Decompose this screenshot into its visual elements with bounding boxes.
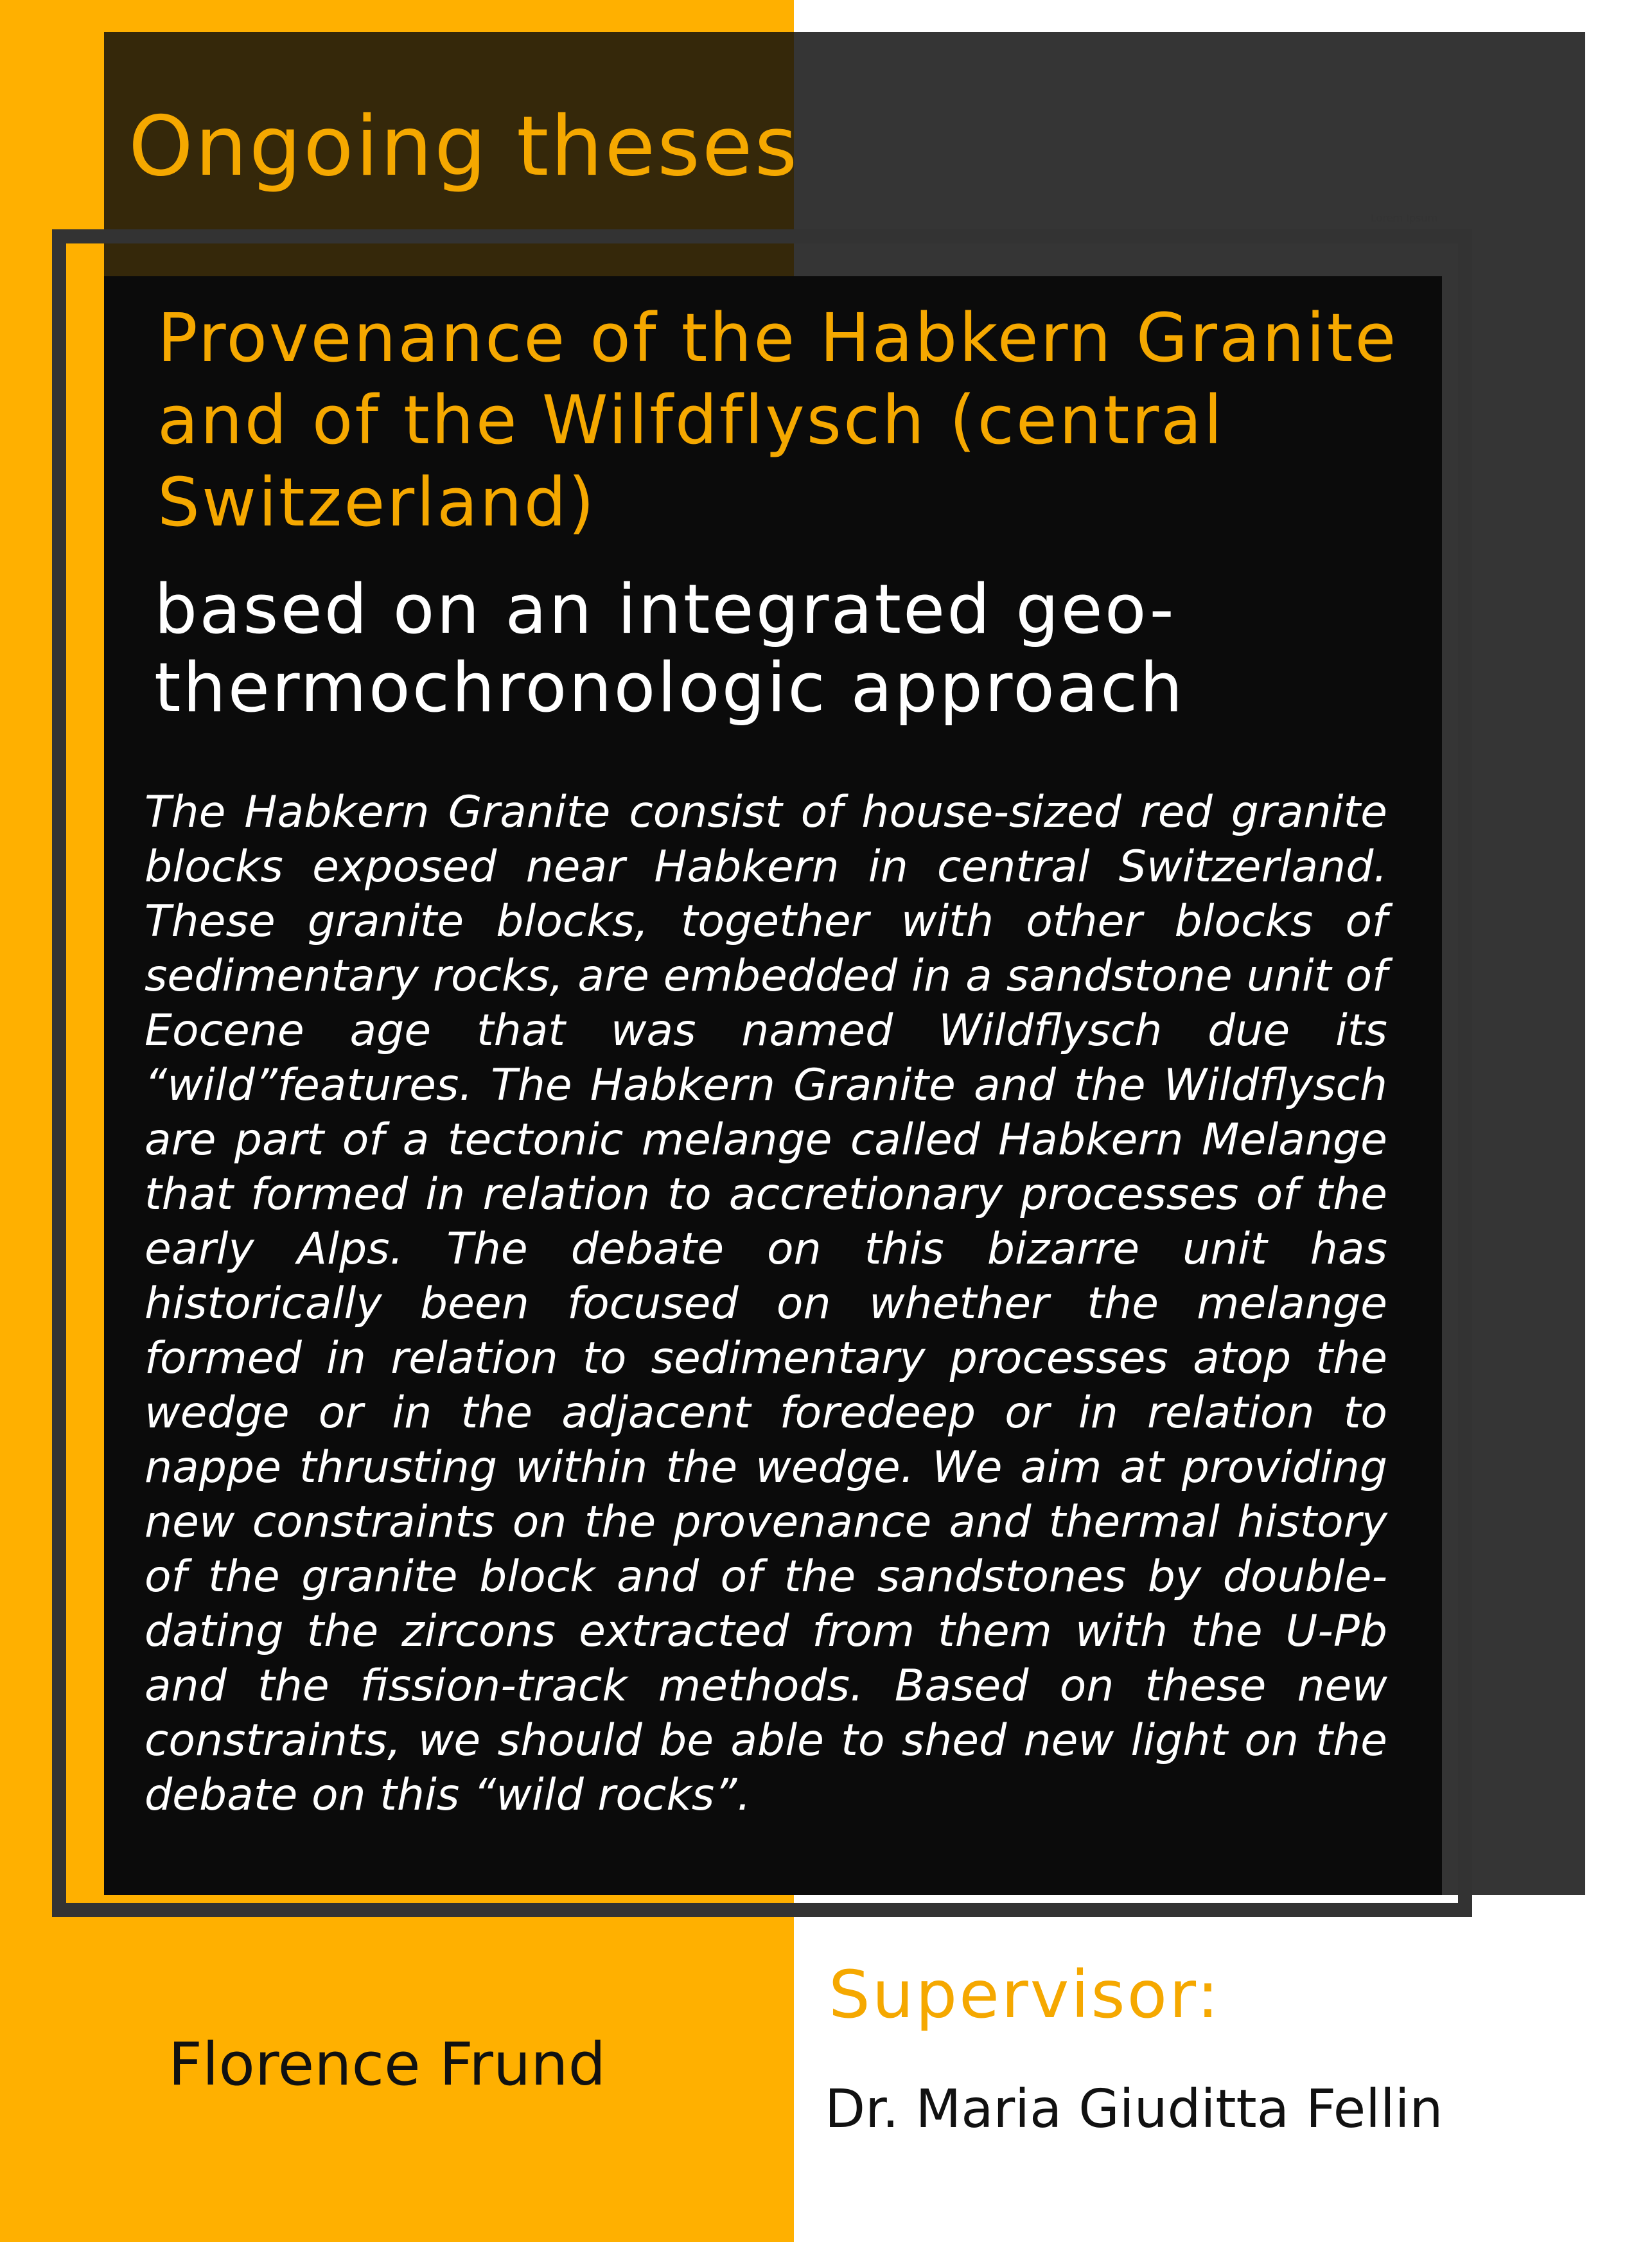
small-caption: Lorem Ipsum (1371, 212, 1438, 224)
supervisor-name: Dr. Maria Giuditta Fellin (825, 2079, 1443, 2140)
section-heading: Ongoing theses (128, 99, 800, 195)
student-name: Florence Frund (168, 2030, 606, 2099)
supervisor-label: Supervisor: (829, 1957, 1221, 2033)
thesis-title: Provenance of the Habkern Granite and of the Wilfdflysch (central Switzerland) (157, 299, 1398, 542)
thesis-abstract: The Habkern Granite consist of house-sized red granite blocks exposed near Habkern in central Switzerland. These granite blocks, together with other blocks of sedimentary rocks, are embedded in a sandstone unit of Eocene age that was named Wildflysch due its “wild”features. The Habkern Granite and the Wildflysch are part of a tectonic melange called Habkern Melange that formed in relation to accretionary processes of the early Alps. The debate on this bizarre unit has historically been focused on whether the melange formed in relation to sedimentary processes atop the wedge or in the adjacent foredeep or in relation to nappe thrusting within the wedge. We aim at providing new constraints on the provenance and thermal history of the granite block and of the sandstones by double-dating the zircons extracted from them with the U-Pb and the fission-track methods. Based on these new constraints, we should be able to shed new light on the debate on this “wild rocks”. (145, 787, 1387, 1821)
thesis-subtitle: based on an integrated geo-thermochronologic approach (154, 570, 1185, 727)
